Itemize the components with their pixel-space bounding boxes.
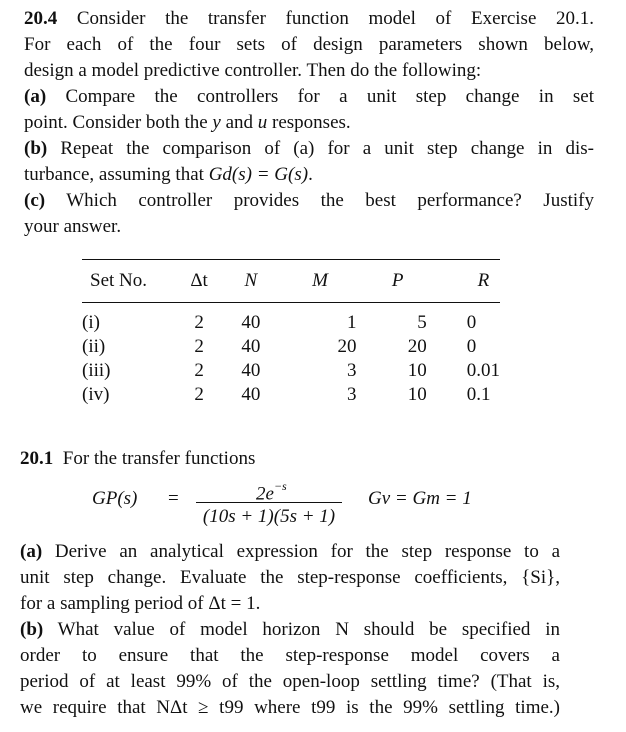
exercise-20-1: [20, 446, 594, 472]
exercise-20-1-intro: [20, 446, 594, 472]
header-r: R: [439, 260, 500, 303]
exercise-20-4-line-2: For each of the four sets of design parameters shown below,: [24, 34, 594, 55]
cell-r: 0.01: [466, 360, 500, 381]
part-a-label: (a): [24, 86, 47, 107]
cell-m: 1: [346, 312, 357, 333]
exercise-20-4-line-3: design a model predictive controller. Then do the following:: [24, 60, 482, 81]
ex1-part-b-line-1: [20, 617, 560, 643]
exercise-20-4: [24, 6, 594, 240]
table-row: [82, 303, 500, 336]
part-b-line-2: turbance, assuming that Gd(s) = G(s).: [24, 164, 313, 185]
part-b-label: (b): [24, 138, 48, 159]
cell-p: 5: [417, 312, 427, 333]
cell-n: 40: [241, 312, 261, 333]
ex1-part-a-line-3: for a sampling period of Δt = 1.: [20, 593, 261, 614]
header-p: P: [368, 260, 438, 303]
cell-r: 0: [466, 336, 477, 357]
cell-set: (i): [82, 312, 100, 333]
fraction-bar: [196, 502, 342, 503]
intro-text: Consider the transfer function model of Exercise 20.1.: [76, 8, 594, 29]
cell-n: 40: [241, 360, 261, 381]
ex1-part-b-line-2: order to ensure that the step-response model covers a: [20, 645, 560, 666]
fraction-denominator: (10s + 1)(5s + 1): [202, 506, 336, 527]
part-c-text: Which controller provides the best performance? Justify: [66, 190, 594, 211]
ex1-part-b-text: What value of model horizon N should be specified in: [57, 619, 560, 640]
ex1-part-a-line-2: unit step change. Evaluate the step-response coefficients, {Si},: [20, 567, 560, 588]
part-b-text: Repeat the comparison of (a) for a unit step change in dis-: [60, 138, 594, 159]
header-m: M: [284, 260, 369, 303]
table-row: [82, 383, 500, 409]
part-c-label: (c): [24, 190, 46, 211]
process-transfer-function-label: GP(s): [92, 488, 138, 509]
table-row: [82, 335, 500, 359]
cell-dt: 2: [194, 360, 204, 381]
cell-p: 10: [407, 384, 427, 405]
cell-p: 20: [407, 336, 427, 357]
design-parameters-table: [82, 259, 500, 409]
cell-m: 3: [346, 360, 357, 381]
ex1-part-b-label: (b): [20, 619, 44, 640]
ex1-part-a-line-1: [20, 539, 560, 565]
ex1-part-b-line-4: we require that NΔt ≥ t99 where t99 is the 99% settling time.): [20, 697, 560, 718]
ex1-part-a-text: Derive an analytical expression for the step response to a: [54, 541, 560, 562]
part-a-text: Compare the controllers for a unit step change in set: [65, 86, 595, 107]
equals-sign: =: [168, 488, 179, 509]
exercise-20-4-line-1: [24, 6, 594, 32]
cell-set: (iii): [82, 360, 111, 381]
fraction-numerator: $2e^{-s}$: [256, 479, 287, 505]
cell-m: 3: [346, 384, 357, 405]
part-a-line-2: point. Consider both the y and u responses.: [24, 112, 351, 133]
cell-dt: 2: [194, 384, 204, 405]
cell-m: 20: [337, 336, 357, 357]
ex1-part-b-line-3: period of at least 99% of the open-loop settling time? (That is,: [20, 671, 560, 692]
cell-r: 0.1: [466, 384, 491, 405]
header-n: N: [218, 260, 284, 303]
part-a-line-1: [24, 84, 594, 110]
cell-set: (iv): [82, 384, 110, 405]
exercise-number: 20.4: [24, 8, 58, 29]
header-set-no: Set No.: [82, 260, 180, 303]
part-c-line-1: [24, 188, 594, 214]
cell-p: 10: [407, 360, 427, 381]
exercise-20-1-parts: [20, 539, 560, 721]
sensor-valve-transfer-functions: Gv = Gm = 1: [368, 488, 472, 509]
table-row: [82, 359, 500, 383]
header-delta-t: Δt: [180, 260, 218, 303]
cell-n: 40: [241, 336, 261, 357]
cell-set: (ii): [82, 336, 106, 357]
cell-dt: 2: [194, 336, 204, 357]
table-header-row: [82, 260, 500, 303]
transfer-function-equation: [20, 478, 594, 534]
intro-text: For the transfer functions: [62, 448, 256, 469]
cell-r: 0: [466, 312, 477, 333]
disturbance-equation: Gd(s) = G(s): [208, 164, 309, 185]
part-b-line-1: [24, 136, 594, 162]
exercise-number: 20.1: [20, 448, 54, 469]
cell-n: 40: [241, 384, 261, 405]
ex1-part-a-label: (a): [20, 541, 43, 562]
part-c-line-2: your answer.: [24, 216, 122, 237]
cell-dt: 2: [194, 312, 204, 333]
